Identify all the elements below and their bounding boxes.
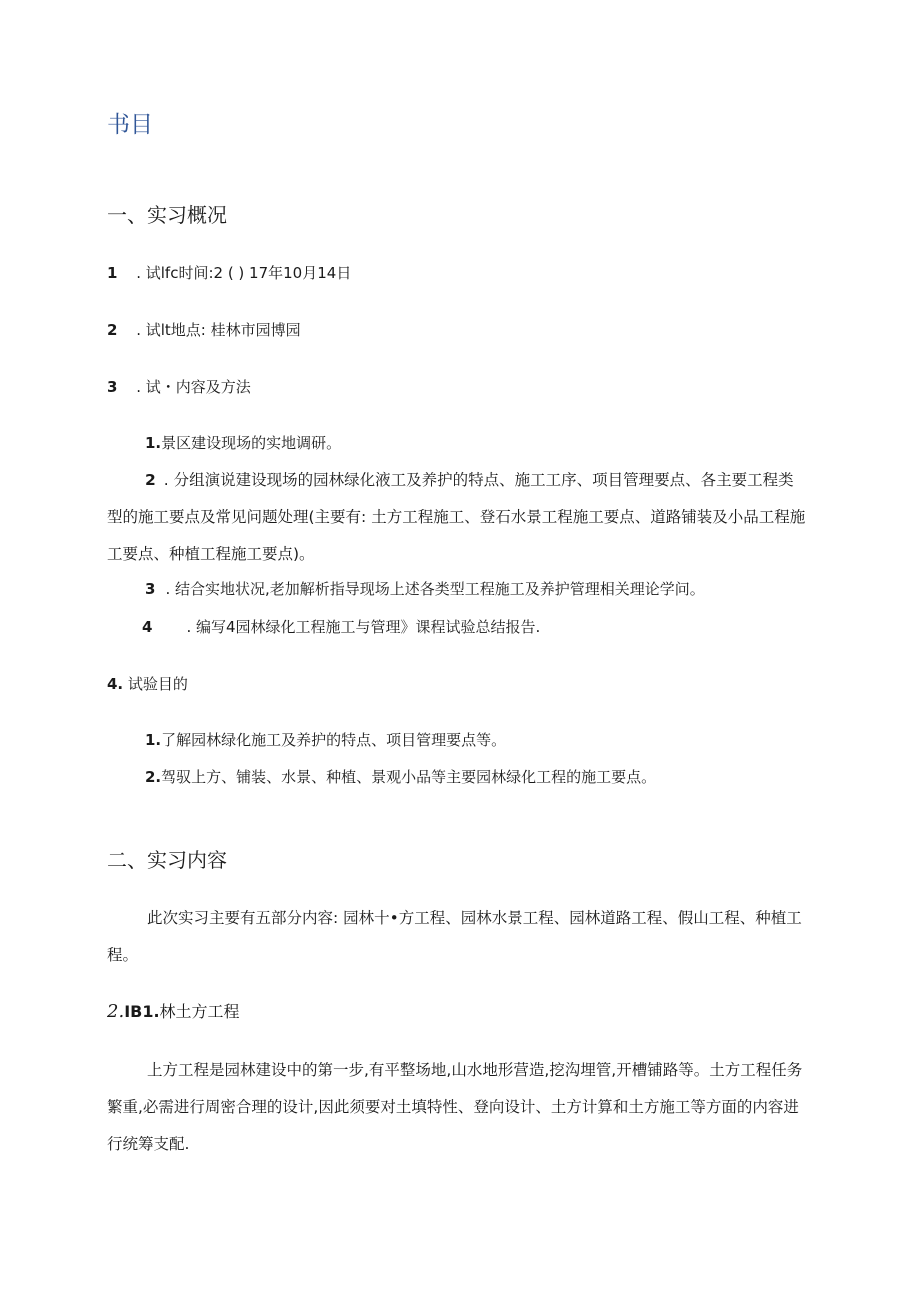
item-number: 1 [107,264,118,282]
section-2-title: 二、实习内容 [107,848,227,872]
subsection-code: IB1. [124,1002,160,1021]
toc-title: 书目 [107,112,153,138]
overview-item-time [107,266,351,281]
method-number: 1. [145,434,162,452]
method-text: . 编写4园林绿化工程施工与管理》课程试验总结报告. [186,618,541,636]
method-item-4 [142,620,540,635]
method-number: 4 [142,618,153,636]
item-number: 2 [107,321,118,339]
subsection-title [107,999,240,1022]
method-number: 2 [145,471,156,489]
item-number: 3 [107,378,118,396]
goal-item-2 [145,770,656,785]
goal-text: 驾驭上方、铺装、水景、种植、景观小品等主要园林绿化工程的施工要点。 [161,768,657,786]
item-text: 试验目的 [123,675,188,693]
method-item-3 [145,582,705,597]
section-1-title: 一、实习概况 [107,203,227,227]
subsection-paragraph: 上方工程是园林建设中的第一步,有平整场地,山水地形营造,挖沟埋管,开槽铺路等。土方工程任务繁重,必需进行周密合理的设计,因此须要对土填特性、登向设计、土方计算和土方施工等方面的内容进行统筹支配. [107,1061,803,1153]
goal-item-1 [145,733,506,748]
overview-item-content [107,380,251,395]
item-text: . 试lt地点: 桂林市园博园 [136,321,301,339]
method-number: 3 [145,580,156,598]
method-item-2 [107,462,807,573]
section-2-intro: 此次实习主要有五部分内容: 园林十•方工程、园林水景工程、园林道路工程、假山工程、种植工程。 [107,909,802,964]
item-number: 4. [107,675,124,693]
method-item-1 [145,436,341,451]
item-text: . 试・内容及方法 [136,378,251,396]
goal-number: 1. [145,731,162,749]
overview-item-location [107,323,301,338]
method-text: . 结合实地状况,老加解析指导现场上述各类型工程施工及养护管理相关理论学问。 [165,580,705,598]
goal-text: 了解园林绿化施工及养护的特点、项目管理要点等。 [161,731,507,749]
subsection-text: 林土方工程 [159,1002,240,1021]
subsection-number: 2. [107,1001,125,1022]
method-text: 景区建设现场的实地调研。 [161,434,342,452]
item-text: . 试lfc时间:2 ( ) 17年10月14日 [136,264,352,282]
method-text: . 分组演说建设现场的园林绿化液工及养护的特点、施工工序、项目管理要点、各主要工程类型的施工要点及常见问题处理(主要有: 土方工程施工、登石水景工程施工要点、道路铺装及小品工程施工要点、种植工程施工要点)。 [107,471,806,563]
goal-number: 2. [145,768,162,786]
overview-item-purpose [107,677,188,692]
